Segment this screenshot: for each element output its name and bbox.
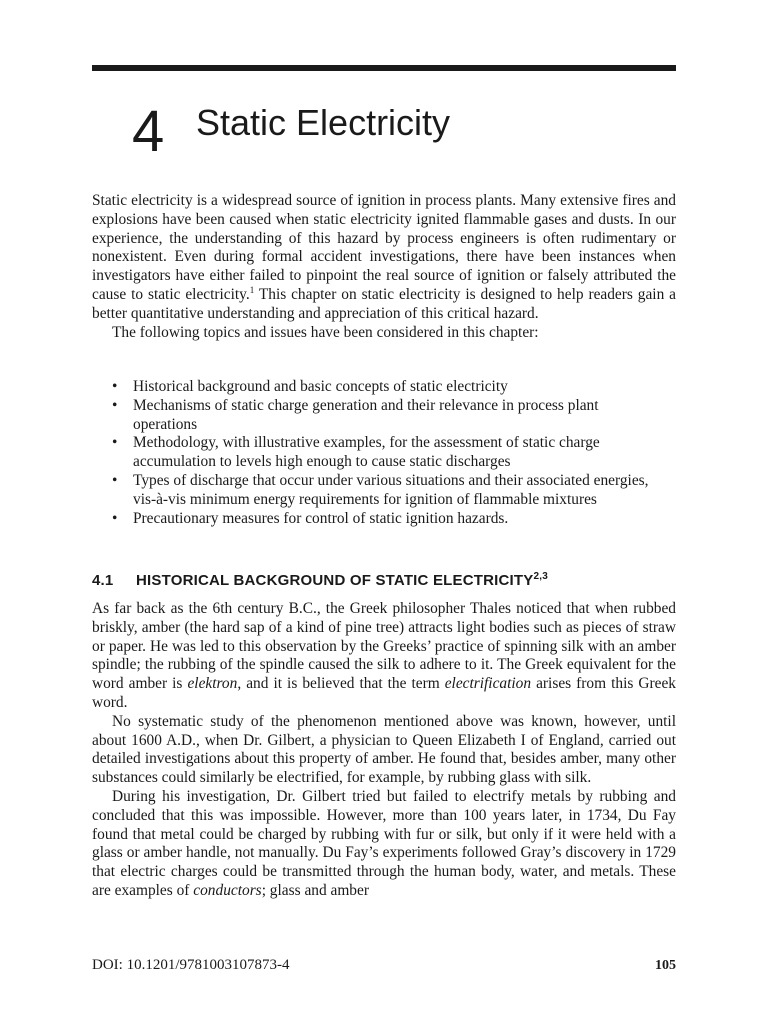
emphasis-elektron: elektron — [187, 675, 238, 693]
list-item-text: Methodology, with illustrative examples, for the assessment of static charge accumulation to levels high enough to cause static discharges — [133, 434, 600, 471]
page-number: 105 — [655, 958, 676, 973]
intro-paragraph-2: The following topics and issues have been considered in this chapter: — [112, 323, 539, 341]
section-p3-text: During his investigation, Dr. Gilbert tried but failed to electrify metals by rubbing and concluded that this was impossible. However, more than 100 years later, in 1734, Du Fay found that metal could be charged by rubbing with fur or silk, but only if it were held with a glass or amber handle, not manually. Du Fay’s experiments followed Gray’s discovery in 1729 that electric charges could be transmitted through the human body, water, and metals. These are examples of — [92, 787, 676, 899]
intro-section — [92, 192, 676, 342]
intro-paragraph-1 — [92, 192, 676, 324]
list-item — [92, 510, 676, 529]
chapter-top-rule — [92, 65, 676, 71]
section-p3-text: ; glass and amber — [261, 881, 369, 899]
list-item-text: Precautionary measures for control of static ignition hazards. — [133, 509, 509, 527]
list-item — [92, 434, 676, 472]
emphasis-electrification: electrification — [444, 675, 532, 693]
bullet-icon: • — [112, 471, 118, 489]
intro-p1-text: Static electricity is a widespread source of ignition in process plants. Many extensive fires and explosions have been caused when static electricity ignited flammable gases and dusts. In our experience, the understanding of this hazard by process engineers is often rudimentary or nonexistent. Even during formal accident investigations, there have been instances when investigators have either failed to pinpoint the real source of ignition or falsely attributed the cause to static electricity. — [92, 192, 676, 303]
topics-list — [92, 378, 676, 528]
section-references: 2,3 — [533, 571, 549, 582]
chapter-number: 4 — [132, 99, 165, 164]
bullet-icon: • — [112, 509, 118, 527]
section-number: 4.1 — [92, 572, 114, 589]
section-paragraph-2: No systematic study of the phenomenon mentioned above was known, however, until about 1600 A.D., when Dr. Gilbert, a physician to Queen Elizabeth I of England, carried out detailed investigations about this property of amber. He found that, besides amber, many other substances could similarly be electrified, for example, by rubbing glass with silk. — [92, 712, 676, 787]
list-item-text: Historical background and basic concepts of static electricity — [133, 378, 508, 395]
emphasis-conductors: conductors — [193, 881, 262, 899]
section-p1-text: , and it is believed that the term — [237, 675, 445, 693]
bullet-icon: • — [112, 378, 118, 395]
section-title: HISTORICAL BACKGROUND OF STATIC ELECTRICITY — [136, 572, 534, 589]
bullet-icon: • — [112, 396, 118, 414]
list-item-text: Mechanisms of static charge generation and their relevance in process plant operations — [133, 396, 599, 433]
section-p1-text: arises from this Greek word. — [92, 675, 676, 711]
intro-p1-text-after: This chapter on static electricity is designed to help readers gain a better quantitative understanding and appreciation of this critical hazard. — [92, 285, 677, 322]
reference-1: 1 — [249, 284, 255, 295]
doi-footer: DOI: 10.1201/9781003107873-4 — [92, 957, 290, 973]
section-p1-text: As far back as the 6th century B.C., the Greek philosopher Thales noticed that when rubbed briskly, amber (the hard sap of a kind of pine tree) attracts light bodies such as pieces of straw or paper. He was led to this observation by the Greeks’ practice of spinning silk with an amber spindle; the rubbing of the spindle caused the silk to adhere to it. The Greek equivalent for the word amber is — [92, 600, 676, 693]
list-item — [92, 397, 676, 435]
list-item — [92, 378, 676, 397]
list-item — [92, 472, 676, 510]
section-paragraph-1 — [92, 600, 676, 713]
section-paragraph-3 — [92, 788, 676, 901]
chapter-title: Static Electricity — [196, 102, 451, 143]
list-item-text: Types of discharge that occur under various situations and their associated energies, vis-à-vis minimum energy requirements for ignition of flammable mixtures — [133, 471, 649, 508]
section-heading — [92, 569, 676, 593]
section-body — [92, 600, 676, 901]
bullet-icon: • — [112, 434, 118, 452]
